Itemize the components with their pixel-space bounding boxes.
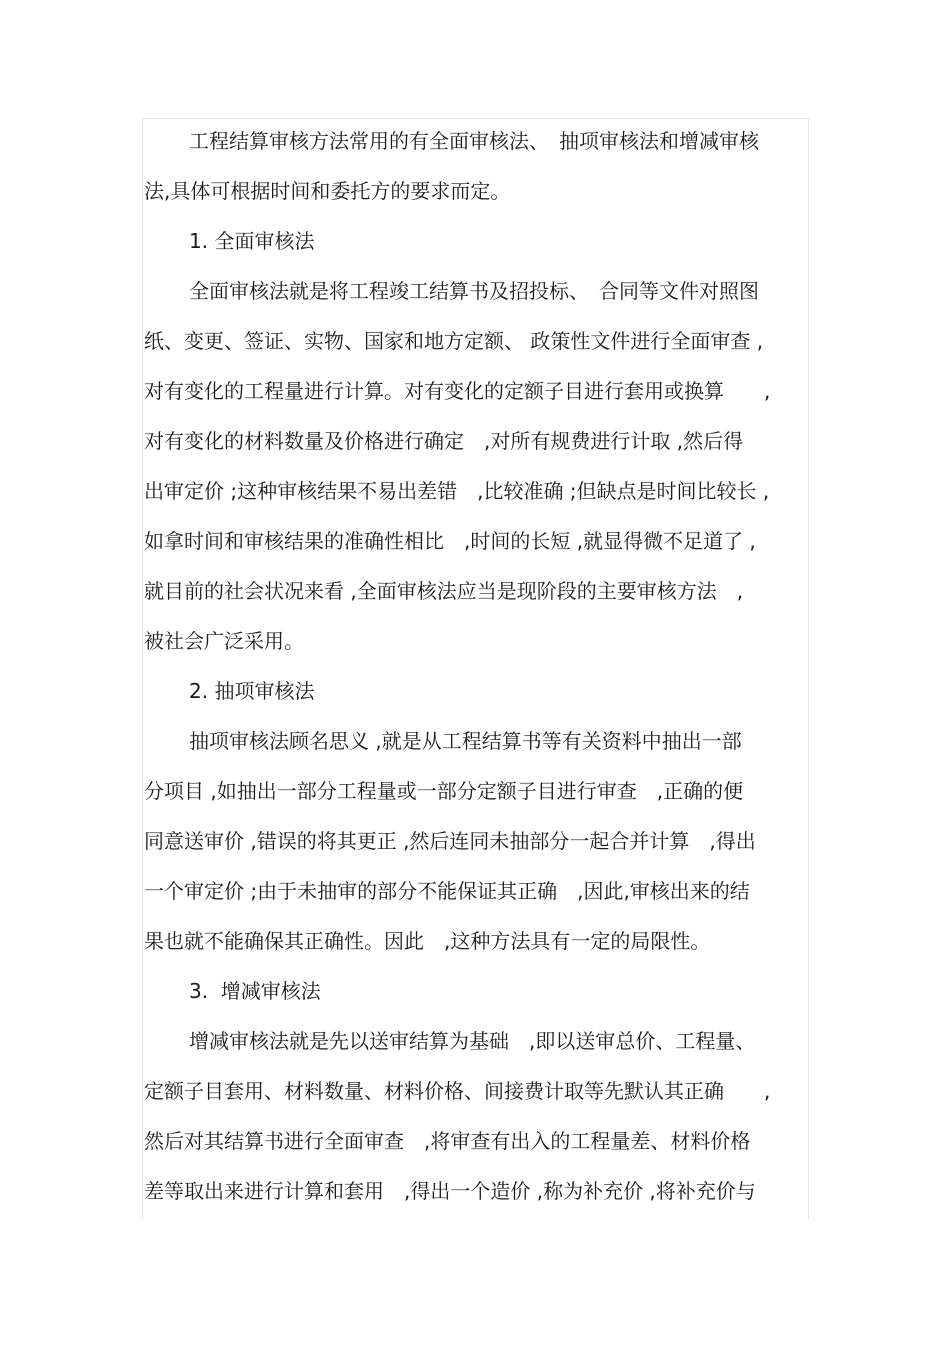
text-line: 增减审核法就是先以送审结算为基础 ,即以送审总价、工程量、 bbox=[189, 1029, 756, 1053]
text-line: 工程结算审核方法常用的有全面审核法、 抽项审核法和增减审核 bbox=[189, 129, 759, 153]
text-line: 果也就不能确保其正确性。因此 ,这种方法具有一定的局限性。 bbox=[144, 929, 711, 953]
section-heading: 1. 全面审核法 bbox=[189, 229, 315, 253]
text-line: 法,具体可根据时间和委托方的要求而定。 bbox=[144, 179, 511, 203]
text-line: 抽项审核法顾名思义 ,就是从工程结算书等有关资料中抽出一部 bbox=[189, 729, 742, 753]
text-line: 如拿时间和审核结果的准确性相比 ,时间的长短 ,就显得微不足道了 , bbox=[144, 529, 756, 553]
text-line: 全面审核法就是将工程竣工结算书及招投标、 合同等文件对照图 bbox=[189, 279, 759, 303]
text-line: 分项目 ,如抽出一部分工程量或一部分定额子目进行审查 ,正确的便 bbox=[144, 779, 744, 803]
text-line: 对有变化的材料数量及价格进行确定 ,对所有规费进行计取 ,然后得 bbox=[144, 429, 744, 453]
section-heading: 3. 增减审核法 bbox=[189, 979, 321, 1003]
document-body bbox=[144, 116, 808, 1216]
text-line: 同意送审价 ,错误的将其更正 ,然后连同未抽部分一起合并计算 ,得出 bbox=[144, 829, 756, 853]
text-line: 对有变化的工程量进行计算。对有变化的定额子目进行套用或换算 , bbox=[144, 379, 771, 403]
text-line: 出审定价 ;这种审核结果不易出差错 ,比较准确 ;但缺点是时间比较长 , bbox=[144, 479, 770, 503]
text-line: 定额子目套用、材料数量、材料价格、间接费计取等先默认其正确 , bbox=[144, 1079, 771, 1103]
text-line: 就目前的社会状况来看 ,全面审核法应当是现阶段的主要审核方法 , bbox=[144, 579, 744, 603]
text-line: 然后对其结算书进行全面审查 ,将审查有出入的工程量差、材料价格 bbox=[144, 1129, 751, 1153]
text-line: 一个审定价 ;由于未抽审的部分不能保证其正确 ,因此,审核出来的结 bbox=[144, 879, 750, 903]
text-line: 差等取出来进行计算和套用 ,得出一个造价 ,称为补充价 ,将补充价与 bbox=[144, 1179, 756, 1203]
text-line: 纸、变更、签证、实物、国家和地方定额、 政策性文件进行全面审查 , bbox=[144, 329, 764, 353]
text-line: 被社会广泛采用。 bbox=[144, 629, 304, 653]
section-heading: 2. 抽项审核法 bbox=[189, 679, 315, 703]
